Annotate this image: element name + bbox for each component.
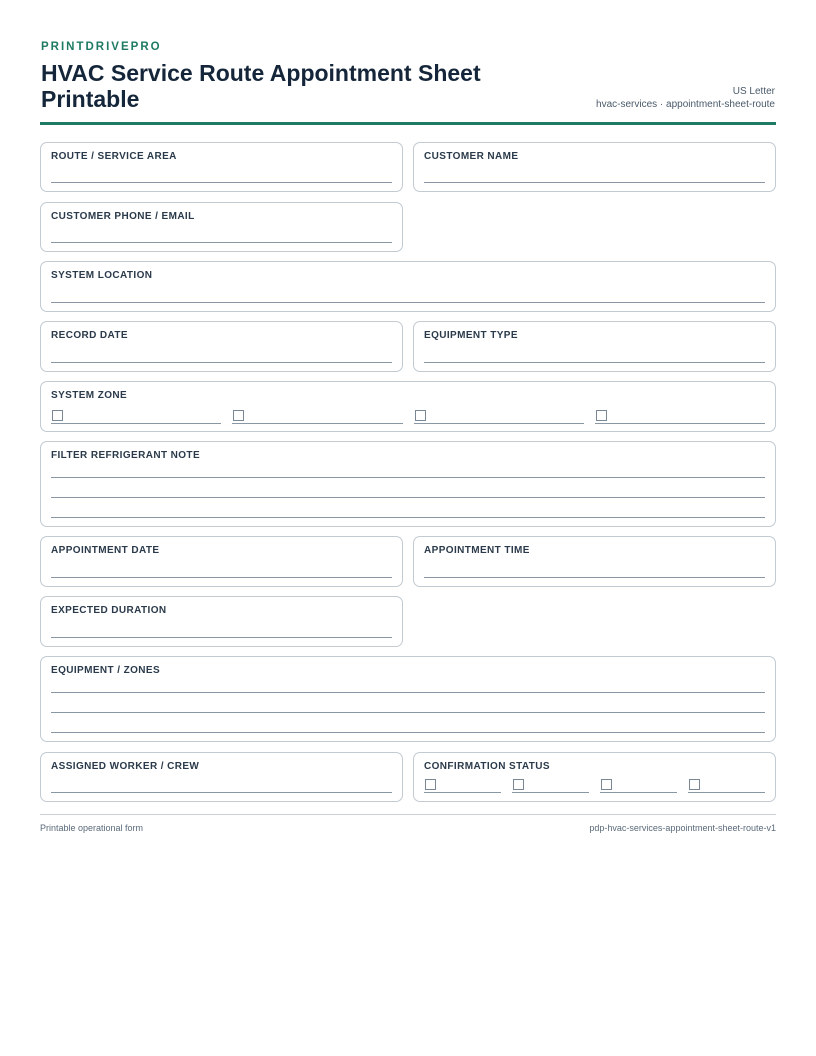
appointment-date-input[interactable] bbox=[51, 577, 392, 578]
checkbox[interactable] bbox=[601, 779, 612, 790]
assigned-worker-field bbox=[40, 752, 403, 802]
customer-name-field bbox=[413, 142, 776, 192]
appointment-date-label: APPOINTMENT DATE bbox=[51, 545, 160, 556]
form-slug: hvac-services · appointment-sheet-route bbox=[596, 99, 775, 110]
system-zone-option bbox=[232, 409, 402, 424]
expected-duration-input[interactable] bbox=[51, 637, 392, 638]
assigned-worker-label: ASSIGNED WORKER / CREW bbox=[51, 761, 200, 772]
customer-contact-label: CUSTOMER PHONE / EMAIL bbox=[51, 211, 195, 222]
assigned-worker-input[interactable] bbox=[51, 792, 392, 793]
record-date-field bbox=[40, 321, 403, 372]
checkbox[interactable] bbox=[689, 779, 700, 790]
confirmation-status-option bbox=[424, 778, 501, 793]
confirmation-status-option bbox=[512, 778, 589, 793]
header-divider bbox=[40, 122, 776, 125]
system-zone-options bbox=[51, 409, 765, 424]
confirmation-status-label: CONFIRMATION STATUS bbox=[424, 761, 550, 772]
equipment-zones-line[interactable] bbox=[51, 692, 765, 693]
equipment-zones-line[interactable] bbox=[51, 732, 765, 733]
checkbox[interactable] bbox=[513, 779, 524, 790]
filter-note-line[interactable] bbox=[51, 477, 765, 478]
footer-divider bbox=[40, 814, 776, 815]
equipment-zones-field bbox=[40, 656, 776, 742]
equipment-type-input[interactable] bbox=[424, 362, 765, 363]
page-title: HVAC Service Route Appointment Sheet Printable bbox=[41, 60, 481, 112]
system-zone-field bbox=[40, 381, 776, 432]
expected-duration-field bbox=[40, 596, 403, 647]
route-area-input[interactable] bbox=[51, 182, 392, 183]
confirmation-status-option bbox=[688, 778, 765, 793]
brand-name: PRINTDRIVEPRO bbox=[41, 41, 162, 53]
equipment-type-label: EQUIPMENT TYPE bbox=[424, 330, 518, 341]
equipment-zones-line[interactable] bbox=[51, 712, 765, 713]
route-area-field bbox=[40, 142, 403, 192]
confirmation-status-field bbox=[413, 752, 776, 802]
filter-note-line[interactable] bbox=[51, 517, 765, 518]
checkbox[interactable] bbox=[425, 779, 436, 790]
system-zone-option bbox=[595, 409, 765, 424]
system-location-label: SYSTEM LOCATION bbox=[51, 270, 153, 281]
customer-name-input[interactable] bbox=[424, 182, 765, 183]
form-id: pdp-hvac-services-appointment-sheet-route-v1 bbox=[589, 823, 776, 833]
header-meta bbox=[596, 85, 775, 111]
system-zone-label: SYSTEM ZONE bbox=[51, 390, 128, 401]
equipment-type-field bbox=[413, 321, 776, 372]
filter-note-label: FILTER REFRIGERANT NOTE bbox=[51, 450, 201, 461]
filter-note-line[interactable] bbox=[51, 497, 765, 498]
customer-contact-field bbox=[40, 202, 403, 252]
expected-duration-label: EXPECTED DURATION bbox=[51, 605, 167, 616]
appointment-date-field bbox=[40, 536, 403, 587]
checkbox[interactable] bbox=[233, 410, 244, 421]
customer-name-label: CUSTOMER NAME bbox=[424, 151, 519, 162]
appointment-time-field bbox=[413, 536, 776, 587]
record-date-label: RECORD DATE bbox=[51, 330, 128, 341]
appointment-time-input[interactable] bbox=[424, 577, 765, 578]
paper-size: US Letter bbox=[732, 86, 775, 97]
customer-contact-input[interactable] bbox=[51, 242, 392, 243]
footer-note: Printable operational form bbox=[40, 823, 144, 833]
checkbox[interactable] bbox=[52, 410, 63, 421]
system-zone-option bbox=[51, 409, 221, 424]
confirmation-status-option bbox=[600, 778, 677, 793]
route-area-label: ROUTE / SERVICE AREA bbox=[51, 151, 177, 162]
appointment-time-label: APPOINTMENT TIME bbox=[424, 545, 530, 556]
confirmation-status-options bbox=[424, 778, 765, 793]
checkbox[interactable] bbox=[415, 410, 426, 421]
record-date-input[interactable] bbox=[51, 362, 392, 363]
checkbox[interactable] bbox=[596, 410, 607, 421]
system-location-input[interactable] bbox=[51, 302, 765, 303]
system-zone-option bbox=[414, 409, 584, 424]
equipment-zones-label: EQUIPMENT / ZONES bbox=[51, 665, 161, 676]
filter-note-field bbox=[40, 441, 776, 527]
system-location-field bbox=[40, 261, 776, 312]
